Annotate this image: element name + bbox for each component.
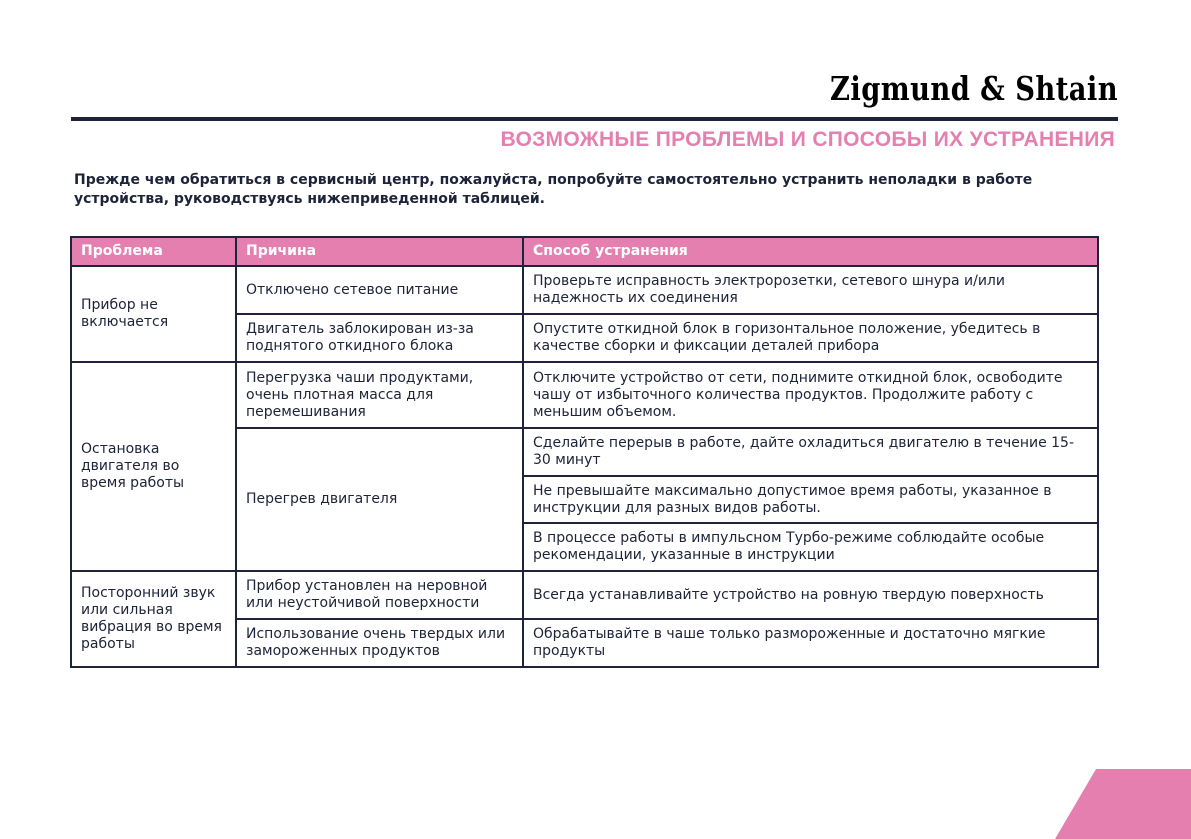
- solution-cell: Сделайте перерыв в работе, дайте охладиться двигателю в течение 15-30 минут: [523, 428, 1098, 476]
- cause-cell: Использование очень твердых или замороженных продуктов: [236, 619, 523, 667]
- solution-cell: В процессе работы в импульсном Турбо-режиме соблюдайте особые рекомендации, указанные в инструкции: [523, 523, 1098, 571]
- header-solution: Способ устранения: [523, 237, 1098, 266]
- troubleshooting-table: [70, 236, 1099, 668]
- intro-paragraph: Прежде чем обратиться в сервисный центр, пожалуйста, попробуйте самостоятельно устранить неполадки в работе устройства, руководствуясь нижеприведенной таблицей.: [74, 172, 1033, 207]
- problem-cell: Остановка двигателя во время работы: [71, 362, 236, 571]
- cause-cell: Прибор установлен на неровной или неустойчивой поверхности: [236, 571, 523, 619]
- solution-cell: Проверьте исправность электророзетки, сетевого шнура и/или надежность их соединения: [523, 266, 1098, 314]
- table-row: [71, 362, 1098, 428]
- problem-cell: Прибор не включается: [71, 266, 236, 362]
- page-title: ВОЗМОЖНЫЕ ПРОБЛЕМЫ И СПОСОБЫ ИХ УСТРАНЕНИЯ: [500, 128, 1115, 151]
- cause-cell: Перегрев двигателя: [236, 428, 523, 571]
- solution-cell: Обрабатывайте в чаше только размороженные и достаточно мягкие продукты: [523, 619, 1098, 667]
- header-cause: Причина: [236, 237, 523, 266]
- table-header-row: [71, 237, 1098, 266]
- solution-cell: Отключите устройство от сети, поднимите откидной блок, освободите чашу от избыточного количества продуктов. Продолжите работу с меньшим объемом.: [523, 362, 1098, 428]
- logo-graphic: [828, 68, 1120, 110]
- cause-cell: Двигатель заблокирован из-за поднятого откидного блока: [236, 314, 523, 362]
- table-row: [71, 266, 1098, 314]
- solution-cell: Не превышайте максимально допустимое время работы, указанное в инструкции для разных видов работы.: [523, 476, 1098, 523]
- logo-text: Zigmund & Shtain: [830, 69, 1118, 108]
- cause-cell: Отключено сетевое питание: [236, 266, 523, 314]
- corner-decoration: [1055, 769, 1191, 839]
- solution-cell: Всегда устанавливайте устройство на ровную твердую поверхность: [523, 571, 1098, 619]
- problem-cell: Посторонний звук или сильная вибрация во время работы: [71, 571, 236, 667]
- header-problem: Проблема: [71, 237, 236, 266]
- cause-cell: Перегрузка чаши продуктами, очень плотная масса для перемешивания: [236, 362, 523, 428]
- solution-cell: Опустите откидной блок в горизонтальное положение, убедитесь в качестве сборки и фиксации деталей прибора: [523, 314, 1098, 362]
- table-row: [71, 571, 1098, 619]
- brand-logo: [828, 68, 1120, 110]
- header-rule: [71, 117, 1118, 121]
